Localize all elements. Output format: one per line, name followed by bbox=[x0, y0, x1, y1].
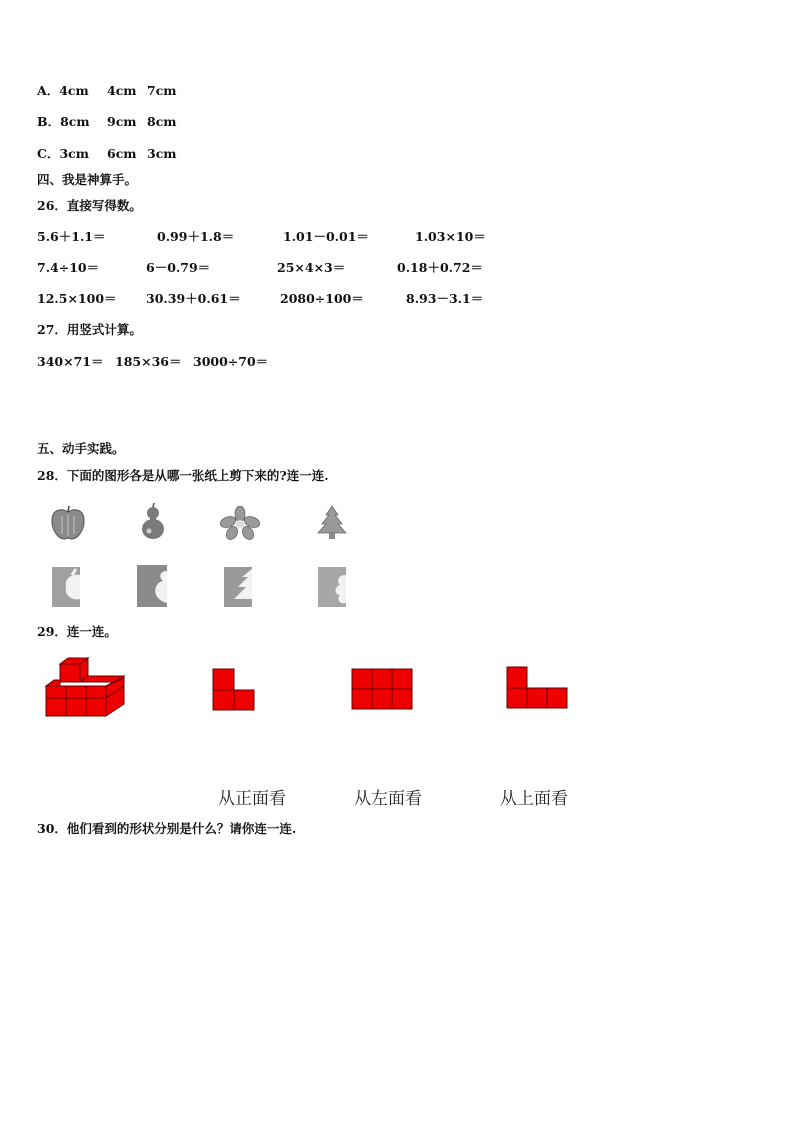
calc-item: 6－0.79＝ bbox=[146, 260, 211, 275]
paper-flower-icon bbox=[316, 565, 348, 609]
calc-item: 8.93－3.1＝ bbox=[406, 291, 484, 306]
view-shape-l-long-icon bbox=[506, 666, 568, 710]
calc-item: 2080÷100＝ bbox=[280, 291, 364, 306]
paper-tree-icon bbox=[222, 565, 254, 609]
side-length: 7cm bbox=[147, 83, 177, 98]
side-length: 8cm bbox=[147, 114, 177, 129]
calc-item: 12.5×100＝ bbox=[37, 291, 117, 306]
calc-item: 0.99＋1.8＝ bbox=[157, 229, 235, 244]
side-length: 3cm bbox=[59, 146, 89, 161]
side-length: 6cm bbox=[107, 146, 137, 161]
question-28-title: 28．下面的图形各是从哪一张纸上剪下来的?连一连. bbox=[37, 468, 329, 483]
option-c bbox=[37, 146, 177, 162]
option-letter: A． bbox=[37, 83, 60, 98]
option-letter: B． bbox=[37, 114, 61, 129]
side-length: 4cm bbox=[107, 83, 137, 98]
cube-stack-3d-icon bbox=[44, 656, 128, 718]
view-shape-l-small-icon bbox=[212, 668, 256, 712]
apple-cutout-icon bbox=[48, 504, 88, 542]
view-label-left: 从左面看 bbox=[354, 789, 422, 809]
flower-cutout-icon bbox=[220, 506, 260, 540]
question-30-title: 30．他们看到的形状分别是什么？请你连一连. bbox=[37, 821, 297, 836]
view-label-front: 从正面看 bbox=[218, 789, 286, 809]
calc-item: 30.39＋0.61＝ bbox=[146, 291, 241, 306]
gourd-cutout-icon bbox=[136, 502, 170, 542]
vertical-calc-item: 3000÷70＝ bbox=[193, 354, 269, 369]
section-4-heading: 四、我是神算手。 bbox=[37, 172, 138, 187]
calc-item: 5.6＋1.1＝ bbox=[37, 229, 106, 244]
view-shape-2x3-grid-icon bbox=[351, 668, 413, 710]
vertical-calc-item: 185×36＝ bbox=[115, 354, 182, 369]
calc-item: 7.4÷10＝ bbox=[37, 260, 100, 275]
question-29-title: 29．连一连。 bbox=[37, 624, 117, 639]
tree-cutout-icon bbox=[315, 505, 349, 541]
calc-item: 0.18＋0.72＝ bbox=[397, 260, 483, 275]
paper-gourd-icon bbox=[135, 563, 169, 609]
section-5-heading: 五、动手实践。 bbox=[37, 441, 125, 456]
vertical-calc-item: 340×71＝ bbox=[37, 354, 104, 369]
option-letter: C． bbox=[37, 146, 60, 161]
side-length: 3cm bbox=[147, 146, 177, 161]
question-26-title: 26．直接写得数。 bbox=[37, 198, 142, 213]
calc-item: 1.03×10＝ bbox=[415, 229, 486, 244]
calc-item: 1.01－0.01＝ bbox=[283, 229, 369, 244]
calc-item: 25×4×3＝ bbox=[277, 260, 346, 275]
option-a bbox=[37, 83, 177, 99]
question-27-title: 27．用竖式计算。 bbox=[37, 322, 142, 337]
side-length: 9cm bbox=[107, 114, 137, 129]
view-label-top: 从上面看 bbox=[500, 789, 568, 809]
option-b bbox=[37, 114, 177, 130]
side-length: 4cm bbox=[59, 83, 89, 98]
paper-apple-icon bbox=[50, 565, 82, 609]
side-length: 8cm bbox=[60, 114, 90, 129]
